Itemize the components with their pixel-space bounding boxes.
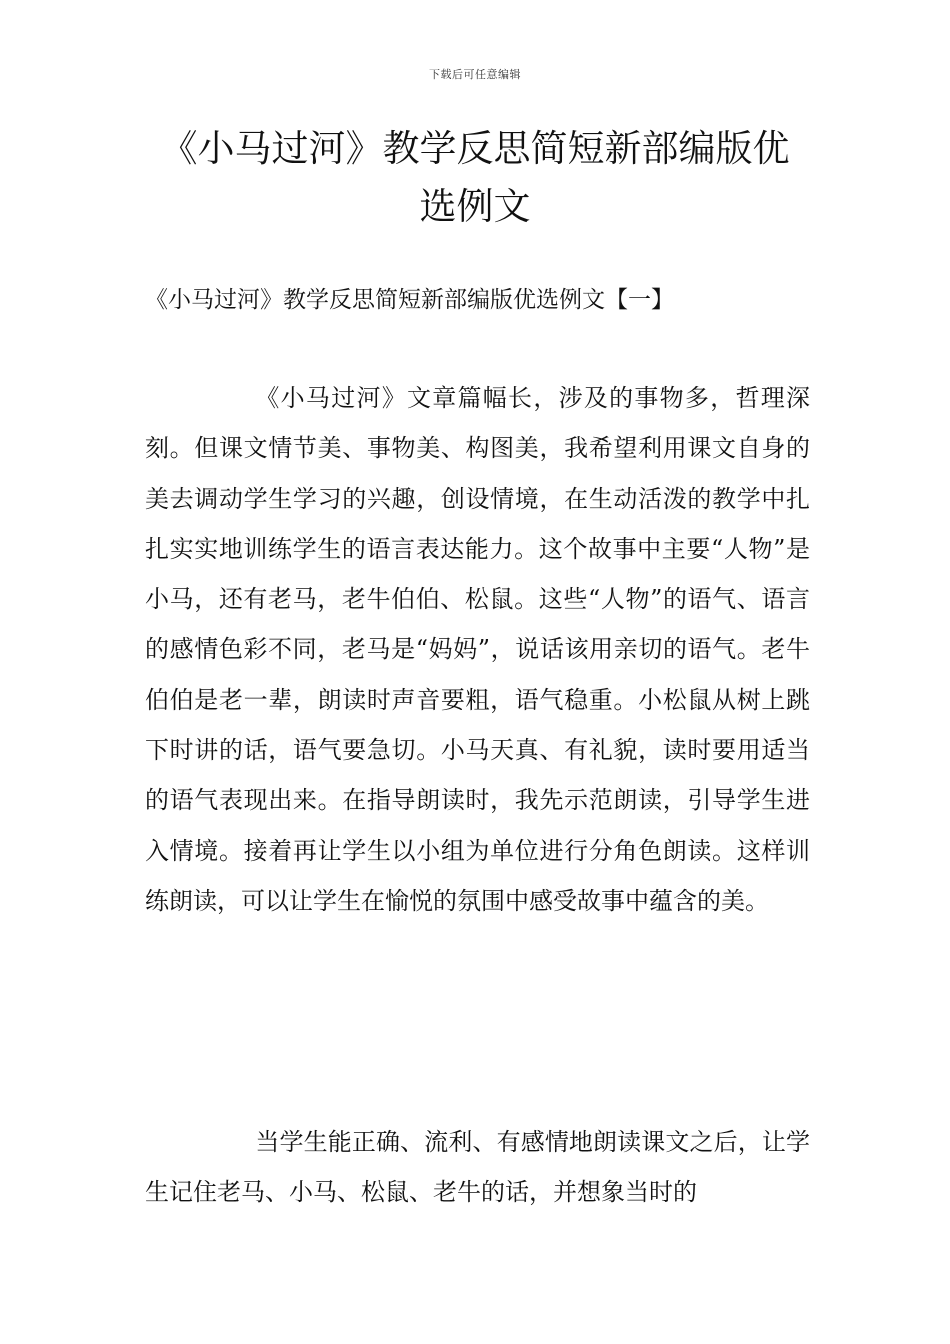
header-note: 下载后可任意编辑 xyxy=(429,68,521,81)
body-paragraph: 《小马过河》文章篇幅长，涉及的事物多，哲理深刻。但课文情节美、事物美、构图美，我希望利用课文自身的美去调动学生学习的兴趣，创设情境，在生动活泼的教学中扎扎实实地训练学生的语言表达能力。这个故事中主要“人物”是小马，还有老马，老牛伯伯、松鼠。这些“人物”的语气、语言的感情色彩不同，老马是“妈妈”，说话该用亲切的语气。老牛伯伯是老一辈，朗读时声音要粗，语气稳重。小松鼠从树上跳下时讲的话，语气要急切。小马天真、有礼貌，读时要用适当的语气表现出来。在指导朗读时，我先示范朗读，引导学生进入情境。接着再让学生以小组为单位进行分角色朗读。这样训练朗读，可以让学生在愉悦的氛围中感受故事中蕴含的美。 xyxy=(145,384,810,915)
body-paragraph: 当学生能正确、流利、有感情地朗读课文之后，让学生记住老马、小马、松鼠、老牛的话，并想象当时的 xyxy=(145,1128,810,1207)
section-heading: 《小马过河》教学反思简短新部编版优选例文【一】 xyxy=(145,287,674,313)
document-title: 《小马过河》教学反思简短新部编版优选例文 xyxy=(160,127,790,228)
